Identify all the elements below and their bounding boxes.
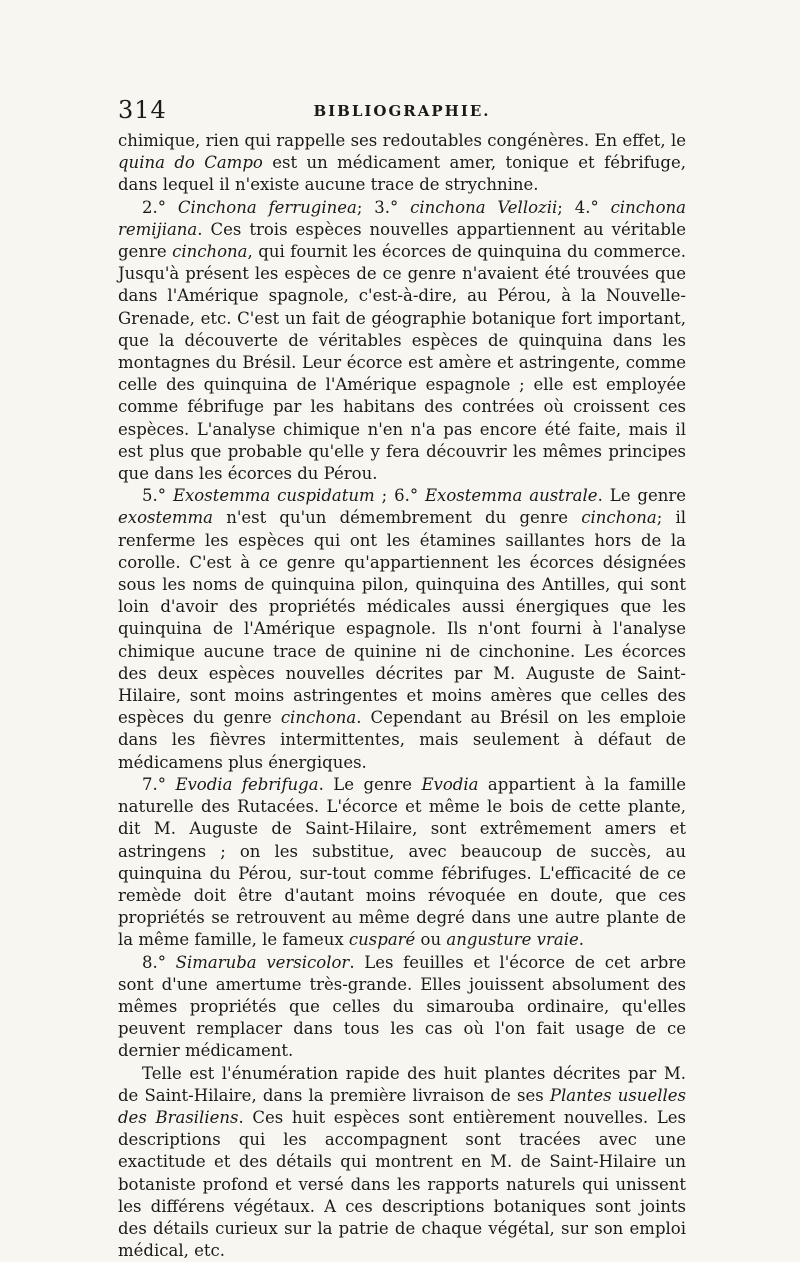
text-run: appartient à la famille naturelle des Rutacées. L'écorce et même le bois de cette plante, dit M. Auguste de Saint-Hilaire, sont extrêmement amers et astringens ; on les substitue, avec beaucoup de succès, au quinquina du Pérou, sur-tout comme fébrifuges. L'efficacité de ce remède doit être d'autant moins révoquée en doute, que ces propriétés se retrouvent au même degré dans une autre plante de la même famille, le fameux bbox=[118, 774, 687, 950]
italic-term: Simaruba versicolor bbox=[175, 952, 350, 972]
paragraph-cinchona bbox=[118, 197, 686, 486]
italic-term: exostemma bbox=[118, 508, 213, 528]
page-number: 314 bbox=[118, 96, 167, 124]
paragraph-exostemma bbox=[118, 485, 686, 774]
text-run: ; 6.° bbox=[374, 486, 426, 506]
italic-term: Exostemma cuspidatum bbox=[172, 486, 375, 506]
text-run: ; 3.° bbox=[356, 197, 411, 217]
text-run: . bbox=[578, 930, 584, 950]
text-run: . Le genre bbox=[597, 486, 687, 506]
text-run: ; 4.° bbox=[557, 197, 611, 217]
italic-term: quina do Campo bbox=[118, 153, 263, 173]
italic-term: Evodia bbox=[421, 774, 479, 794]
text-run: . Ces huit espèces sont entièrement nouvelles. Les descriptions qui les accompagnent sont tracées avec une exactitude et des détails qui montrent en M. de Saint-Hilaire un botaniste profond et versé dans les rapports naturels qui unissent les différens végétaux. A ces descriptions botaniques sont joints des détails curieux sur la patrie de chaque végétal, sur son emploi médical, etc. bbox=[118, 1107, 687, 1261]
paragraph-conclusion bbox=[118, 1063, 686, 1262]
text-run: est un médicament amer, tonique et fébrifuge, dans lequel il n'existe aucune trace de strychnine. bbox=[118, 153, 686, 195]
italic-term: cinchona bbox=[581, 508, 657, 528]
page-header bbox=[118, 96, 686, 128]
text-run: , qui fournit les écorces de quinquina du commerce. Jusqu'à présent les espèces de ce genre n'avaient été trouvées que dans l'Amérique spagnole, c'est-à-dire, au Pérou, à la Nouvelle-Grenade, etc. C'est un fait de géographie botanique fort important, que la découverte de véritables espèces de quinquina dans les montagnes du Brésil. Leur écorce est amère et astringente, comme celle des quinquina de l'Amérique espagnole ; elle est employée comme fébrifuge par les habitans des contrées où croissent ces espèces. L'analyse chimique n'en n'a pas encore été faite, mais il est plus que probable qu'elle y fera découvrir les mêmes principes que dans les écorces du Pérou. bbox=[118, 242, 686, 484]
paragraph-simaruba bbox=[118, 952, 686, 1063]
text-run: . Les feuilles et l'écorce de cet arbre sont d'une amertume très-grande. Elles jouissent absolument des mêmes propriétés que celles du simarouba ordinaire, qu'elles peuvent remplacer dans tous les cas où l'on fait usage de ce dernier médicament. bbox=[118, 952, 686, 1061]
italic-term: cusparé bbox=[348, 930, 416, 950]
italic-term: cinchona bbox=[172, 242, 248, 262]
text-run: 2.° bbox=[142, 197, 178, 217]
text-run: 8.° bbox=[142, 952, 176, 972]
italic-term: Plantes usuelles des Brasiliens bbox=[118, 1085, 686, 1127]
italic-term: cinchona bbox=[280, 708, 357, 728]
italic-term: Cinchona ferruginea bbox=[177, 197, 357, 217]
italic-term: Evodia febrifuga bbox=[175, 774, 319, 794]
text-run: 7.° bbox=[142, 774, 176, 794]
text-run: Telle est l'énumération rapide des huit plantes décrites par M. de Saint-Hilaire, dans la première livraison de ses bbox=[118, 1063, 686, 1105]
italic-term: cinchona Vellozii bbox=[410, 197, 558, 217]
paragraph-continuation bbox=[118, 130, 686, 197]
text-run: ; il renferme les espèces qui ont les étamines saillantes hors de la corolle. C'est à ce genre qu'appartiennent les écorces désignées sous les noms de quinquina pilon, quinquina des Antilles, qui sont loin d'avoir des propriétés médicales aussi énergiques que les quinquina de l'Amérique espagnole. Ils n'ont fourni à l'analyse chimique aucune trace de quinine ni de cinchonine. Les écorces des deux espèces nouvelles décrites par M. Auguste de Saint-Hilaire, sont moins astringentes et moins amères que celles des espèces du genre bbox=[118, 508, 686, 728]
italic-term: cinchona remijiana bbox=[118, 197, 686, 239]
running-title: BIBLIOGRAPHIE. bbox=[313, 102, 491, 120]
text-run: ou bbox=[415, 930, 447, 950]
paragraph-evodia bbox=[118, 774, 686, 952]
text-run: chimique, rien qui rappelle ses redoutables congénères. En effet, le bbox=[118, 131, 686, 150]
text-run: n'est qu'un démembrement du genre bbox=[213, 508, 582, 528]
body-text bbox=[118, 130, 686, 1262]
italic-term: angusture vraie bbox=[446, 930, 579, 950]
text-run: . Le genre bbox=[318, 774, 422, 794]
italic-term: Exostemma australe bbox=[425, 486, 598, 506]
text-run: . Cependant au Brésil on les emploie dans les fièvres intermittentes, mais seulement à défaut de médicamens plus énergiques. bbox=[118, 708, 686, 772]
text-run: 5.° bbox=[142, 486, 173, 506]
text-run: . Ces trois espèces nouvelles appartiennent au véritable genre bbox=[118, 219, 686, 262]
